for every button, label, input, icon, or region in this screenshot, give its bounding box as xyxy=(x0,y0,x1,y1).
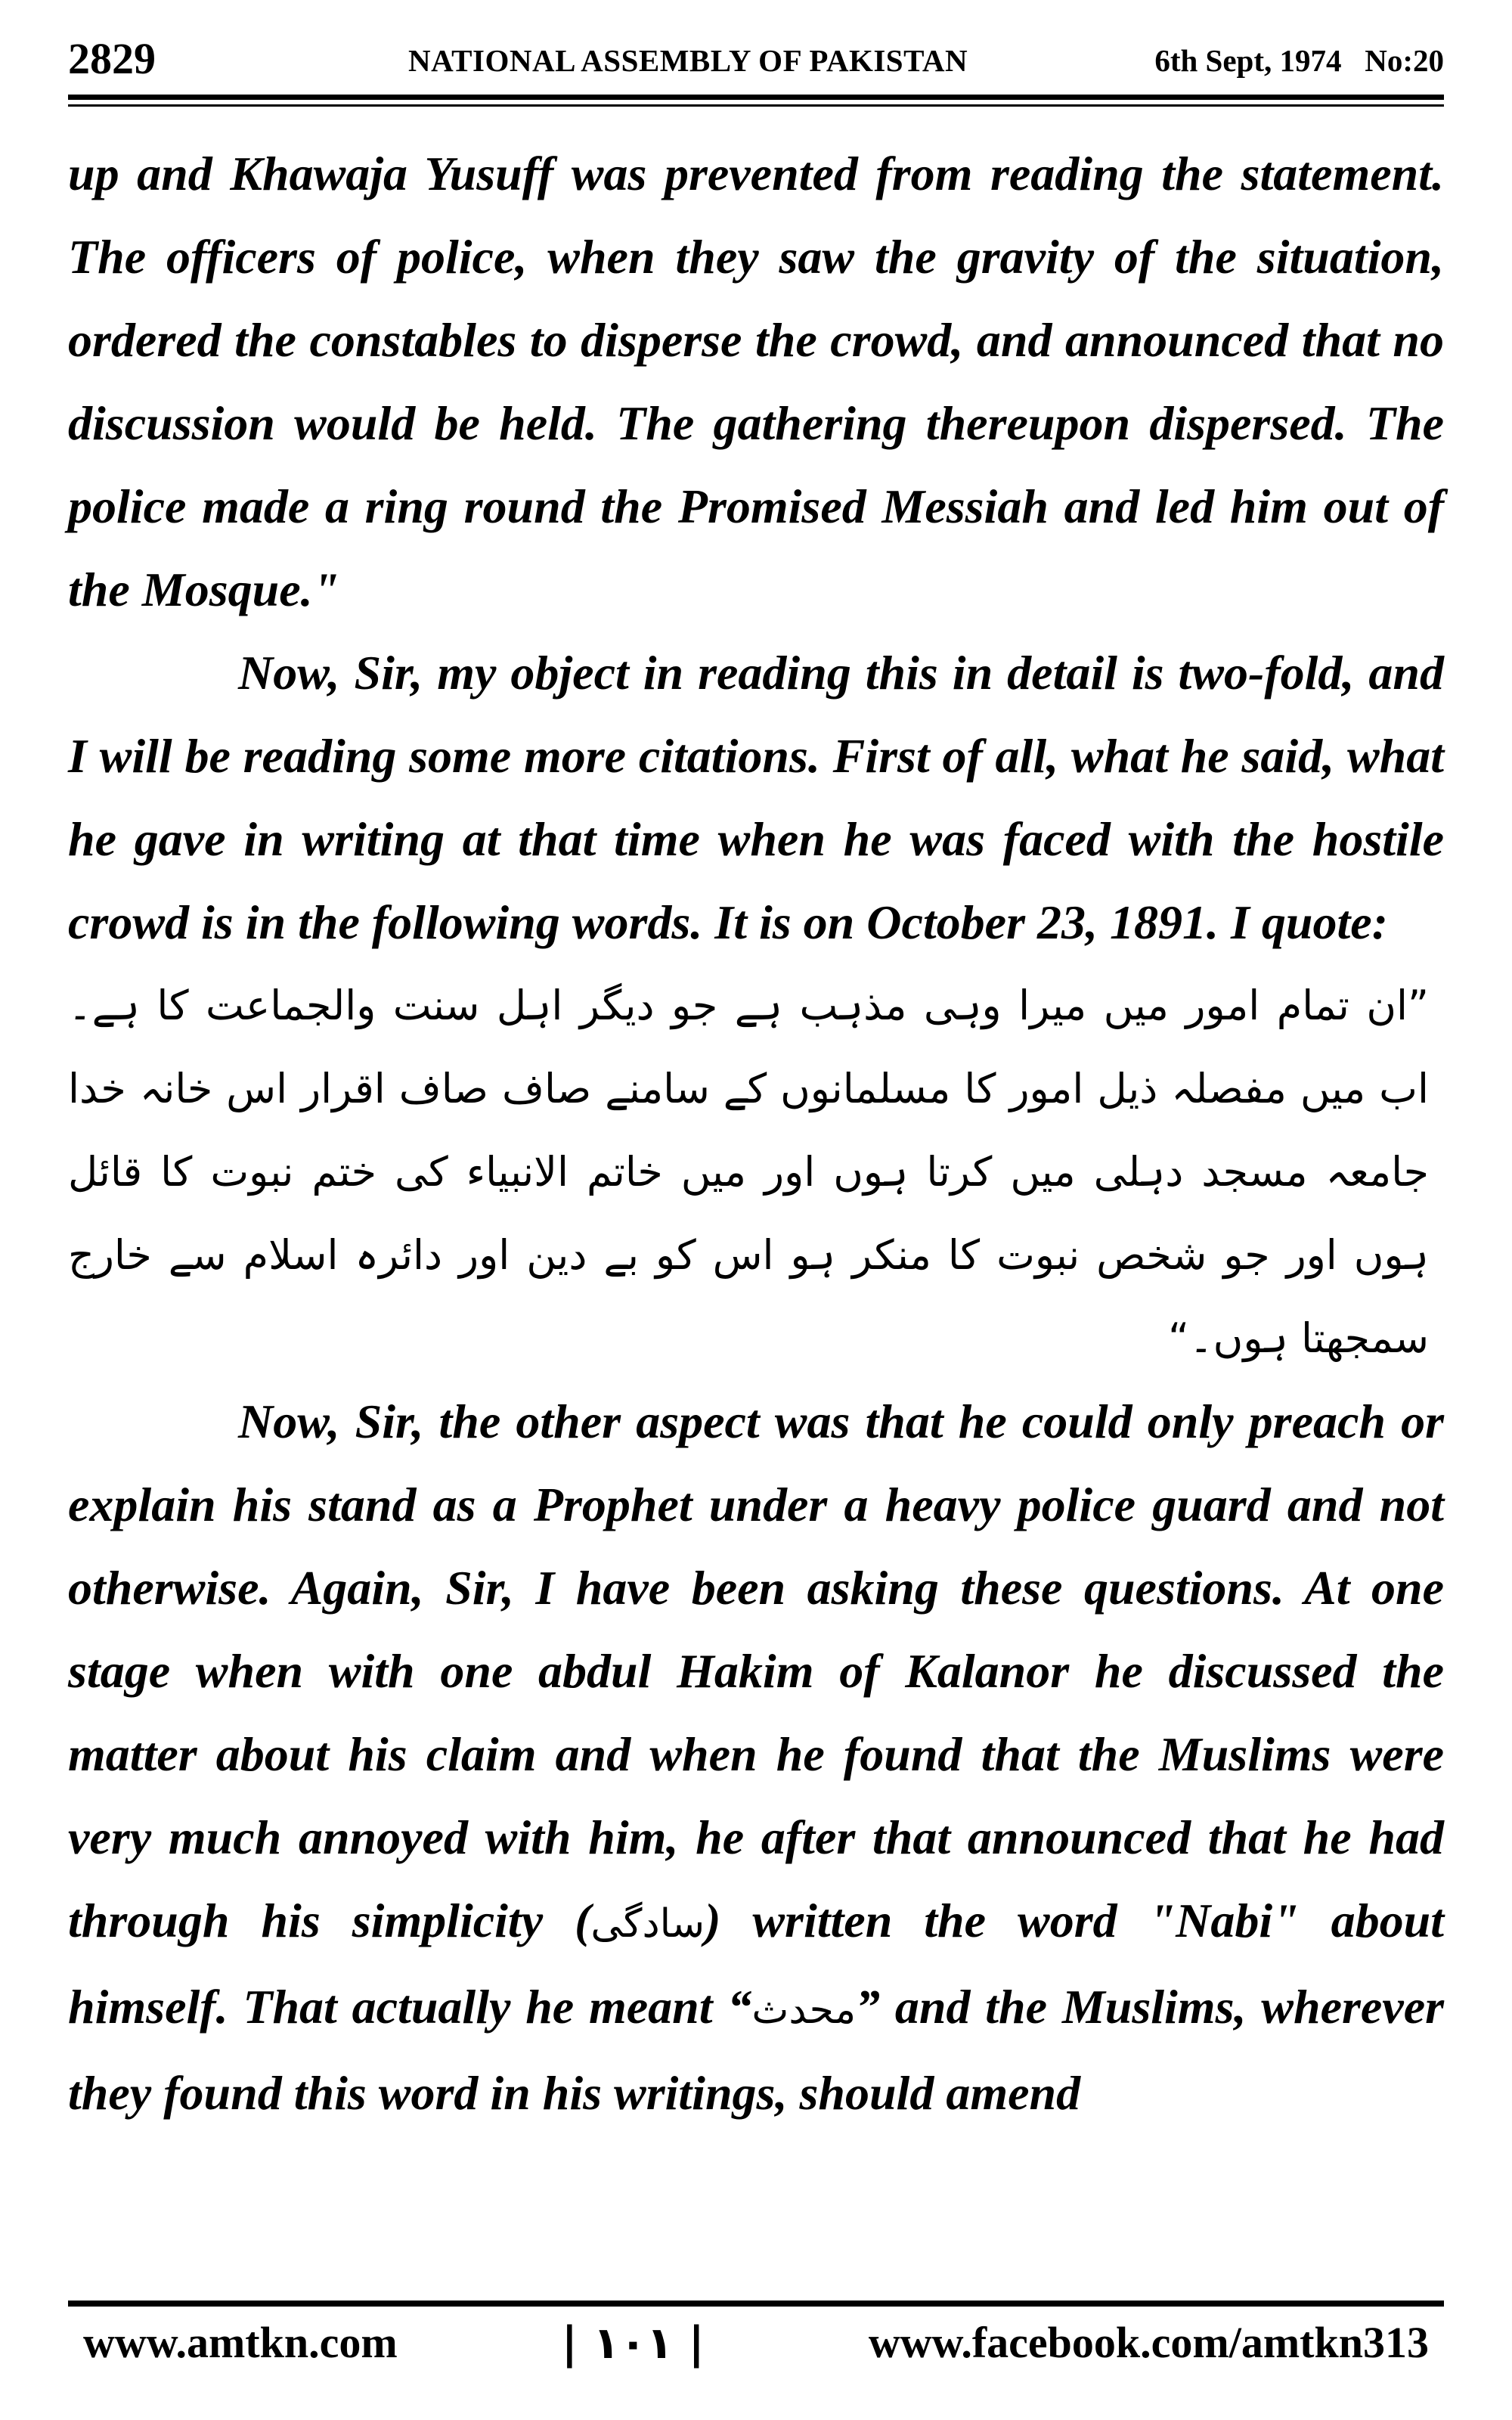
date-issue: 6th Sept, 1974 No:20 xyxy=(1154,43,1444,78)
urdu-quotation: ”ان تمام امور میں میرا وہی مذہب ہے جو دیگر اہل سنت والجماعت کا ہے۔ اب میں مفصلہ ذیل امور کا مسلمانوں کے سامنے صاف صاف اقرار اس خانہ خدا جامعہ مسجد دہلی میں کرتا ہوں اور میں خاتم الانبیاء کی ختم نبوت کا قائل ہوں اور جو شخص نبوت کا منکر ہو اس کو بے دین اور دائرہ اسلام سے خارج سمجھتا ہوں۔“ xyxy=(68,982,1429,1362)
paragraph-3-start: Now, Sir, the other aspect was that he could only preach or explain his stand as a Prophet under a heavy police guard and not otherwise. Again, Sir, I have been asking these questions. At one stage when with one abdul Hakim of Kalanor he discussed the matter about his claim and when he found that the Muslims were very much annoyed with him, he after that announced that he had through his simplicity ( xyxy=(68,1395,1444,1947)
urdu-word-muhaddith: محدث xyxy=(751,1987,857,2033)
footer-website-link[interactable]: www.amtkn.com xyxy=(83,2318,398,2367)
footer-page-marker: | ١٠١ | xyxy=(561,2317,705,2369)
paragraph-3 xyxy=(68,1380,1444,2135)
page-header xyxy=(68,29,1444,89)
footer-rule xyxy=(68,2301,1444,2307)
document-body xyxy=(68,132,1444,2135)
header-rule-top xyxy=(68,95,1444,100)
publication-title: NATIONAL ASSEMBLY OF PAKISTAN xyxy=(408,43,968,78)
paragraph-1: up and Khawaja Yusuff was prevented from reading the statement. The officers of police, when they saw the gravity of the situation, ordered the constables to disperse the crowd, and announced that no discussion would be held. The gathering thereupon dispersed. The police made a ring round the Promised Messiah and led him out of the Mosque." xyxy=(68,147,1444,616)
paragraph-2: Now, Sir, my object in reading this in detail is two-fold, and I will be reading some more citations. First of all, what he said, what he gave in writing at that time when he was faced with the hostile crowd is in the following words. It is on October 23, 1891. I quote: xyxy=(68,646,1444,949)
paragraph-3-end: ” and the Muslims, wherever they found this word in his writings, should amend xyxy=(68,1980,1445,2120)
footer-facebook-link[interactable]: www.facebook.com/amtkn313 xyxy=(868,2318,1429,2367)
page-number: 2829 xyxy=(68,34,156,83)
urdu-word-sadgi: سادگی xyxy=(590,1901,705,1947)
paragraph-3-mid: ) written the word "Nabi" about himself. That actually he meant “ xyxy=(68,1894,1445,2034)
page-footer xyxy=(68,2313,1444,2373)
header-rule-bottom xyxy=(68,104,1444,107)
